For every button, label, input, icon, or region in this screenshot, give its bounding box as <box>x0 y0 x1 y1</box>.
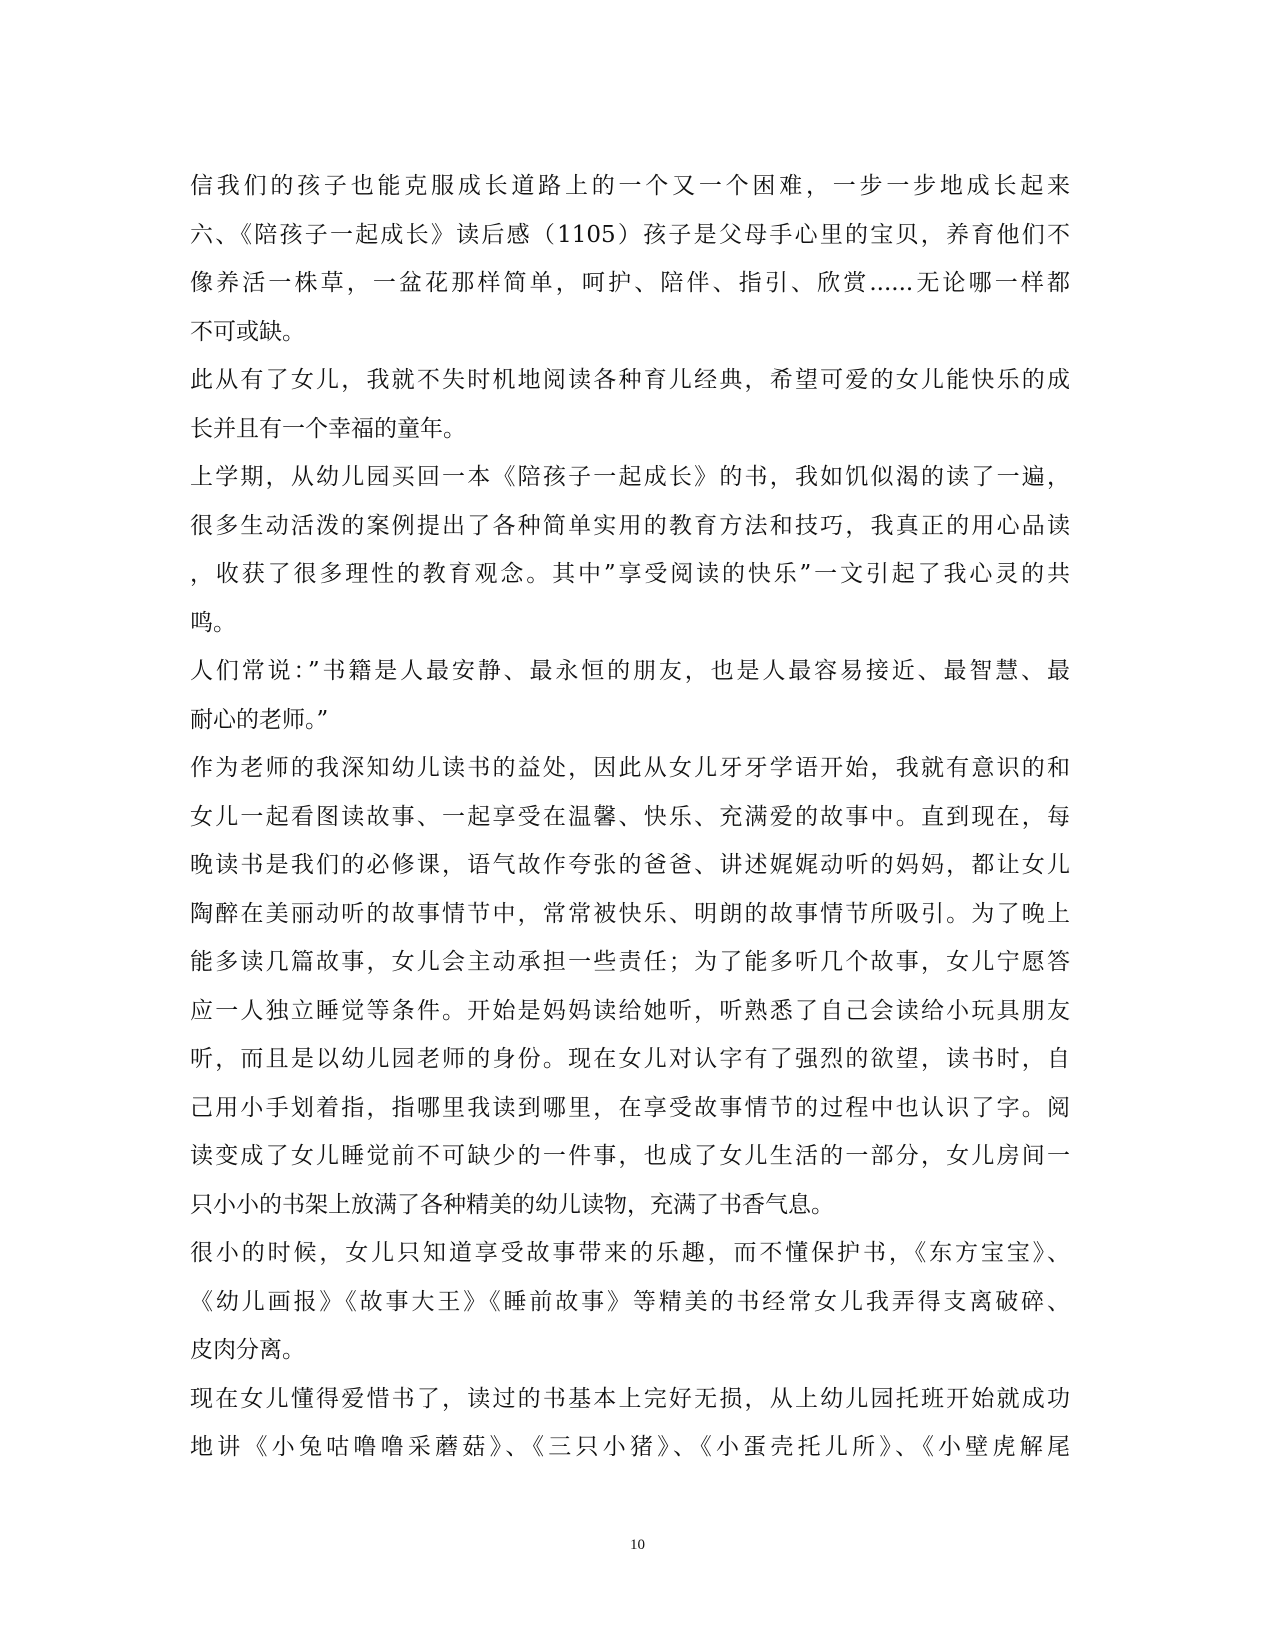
text-line: 信我们的孩子也能克服成长道路上的一个又一个困难，一步一步地成长起来 <box>190 173 1070 199</box>
page-number: 10 <box>630 1537 645 1553</box>
text-line: 只小小的书架上放满了各种精美的幼儿读物，充满了书香气息。 <box>190 1191 834 1218</box>
text-line: 能多读几篇故事，女儿会主动承担一些责任；为了能多听几个故事，女儿宁愿答 <box>190 949 1070 975</box>
text-line: 《幼儿画报》《故事大王》《睡前故事》等精美的书经常女儿我弄得支离破碎、 <box>190 1288 1070 1315</box>
text-line: 很小的时候，女儿只知道享受故事带来的乐趣，而不懂保护书，《东方宝宝》、 <box>190 1240 1070 1266</box>
text-line: 作为老师的我深知幼儿读书的益处，因此从女儿牙牙学语开始，我就有意识的和 <box>190 755 1070 781</box>
text-line: 耐心的老师。” <box>190 706 329 733</box>
text-line: 陶醉在美丽动听的故事情节中，常常被快乐、明朗的故事情节所吸引。为了晚上 <box>190 900 1070 927</box>
text-line: 晚读书是我们的必修课，语气故作夸张的爸爸、讲述娓娓动听的妈妈，都让女儿 <box>190 852 1070 878</box>
text-line: 地讲《小兔咕噜噜采蘑菇》、《三只小猪》、《小蛋壳托儿所》、《小壁虎解尾 <box>190 1434 1070 1460</box>
text-line: 人们常说：”书籍是人最安静、最永恒的朋友，也是人最容易接近、最智慧、最 <box>190 658 1070 684</box>
text-line: 己用小手划着指，指哪里我读到哪里，在享受故事情节的过程中也认识了字。阅 <box>190 1094 1070 1121</box>
text-line: 上学期，从幼儿园买回一本《陪孩子一起成长》的书，我如饥似渴的读了一遍， <box>190 464 1070 490</box>
text-line: 鸣。 <box>190 609 236 636</box>
text-line: 此从有了女儿，我就不失时机地阅读各种育儿经典，希望可爱的女儿能快乐的成 <box>190 367 1070 393</box>
text-line: ，收获了很多理性的教育观念。其中”享受阅读的快乐”一文引起了我心灵的共 <box>190 561 1070 587</box>
text-line: 很多生动活泼的案例提出了各种简单实用的教育方法和技巧，我真正的用心品读 <box>190 512 1070 539</box>
text-line: 应一人独立睡觉等条件。开始是妈妈读给她听，听熟悉了自己会读给小玩具朋友 <box>190 997 1070 1024</box>
text-line: 皮肉分离。 <box>190 1337 305 1363</box>
text-line: 女儿一起看图读故事、一起享受在温馨、快乐、充满爱的故事中。直到现在，每 <box>190 803 1070 830</box>
body-text <box>190 162 1070 1472</box>
text-line: 现在女儿懂得爱惜书了，读过的书基本上完好无损，从上幼儿园托班开始就成功 <box>190 1385 1070 1412</box>
text-line: 像养活一株草，一盆花那样简单，呵护、陪伴、指引、欣赏......无论哪一样都 <box>190 270 1070 296</box>
text-line: 不可或缺。 <box>190 318 305 345</box>
text-line: 长并且有一个幸福的童年。 <box>190 415 466 442</box>
text-line: 读变成了女儿睡觉前不可缺少的一件事，也成了女儿生活的一部分，女儿房间一 <box>190 1143 1070 1169</box>
text-line: 六、《陪孩子一起成长》读后感（1105）孩子是父母手心里的宝贝，养育他们不 <box>190 221 1070 248</box>
text-line: 听，而且是以幼儿园老师的身份。现在女儿对认字有了强烈的欲望，读书时，自 <box>190 1046 1070 1072</box>
